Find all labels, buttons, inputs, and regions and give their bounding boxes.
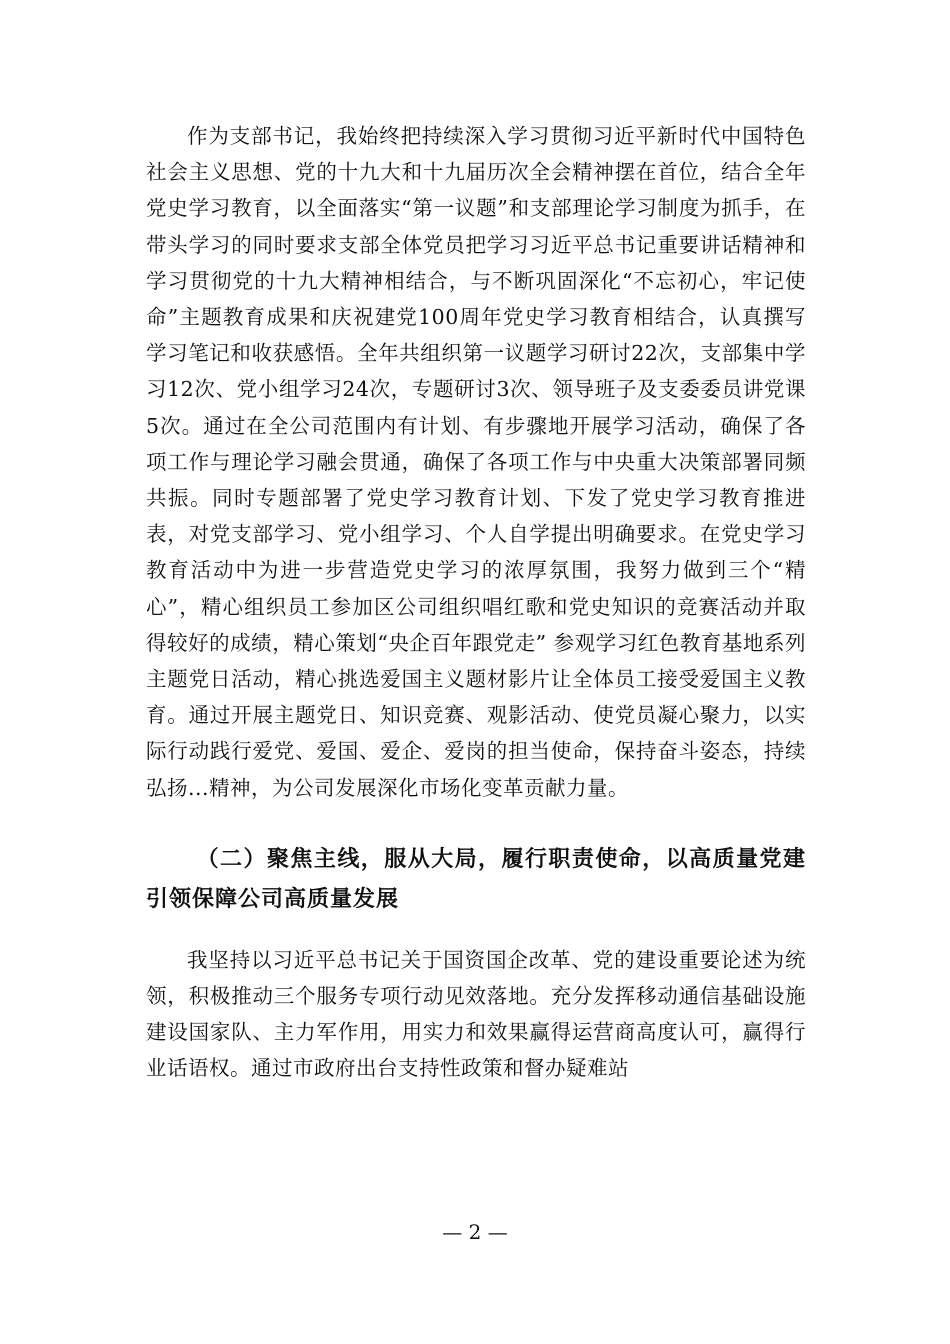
body-paragraph-1: 作为支部书记，我始终把持续深入学习贯彻习近平新时代中国特色社会主义思想、党的十九大和十九届历次全会精神摆在首位，结合全年党史学习教育，以全面落实“第一议题”和支部理论学习制度为抓手，在带头学习的同时要求支部全体党员把学习习近平总书记重要讲话精神和学习贯彻党的十九大精神相结合，与不断巩固深化“不忘初心，牢记使命”主题教育成果和庆祝建党100周年党史学习教育相结合，认真撰写学习笔记和收获感悟。全年共组织第一议题学习研讨22次，支部集中学习12次、党小组学习24次，专题研讨3次、领导班子及支委委员讲党课5次。通过在全公司范围内有计划、有步骤地开展学习活动，确保了各项工作与理论学习融会贯通，确保了各项工作与中央重大决策部署同频共振。同时专题部署了党史学习教育计划、下发了党史学习教育推进表，对党支部学习、党小组学习、个人自学提出明确要求。在党史学习教育活动中为进一步营造党史学习的浓厚氛围，我努力做到三个“精心”，精心组织员工参加区公司组织唱红歌和党史知识的竞赛活动并取得较好的成绩，精心策划“央企百年跟党走” 参观学习红色教育基地系列主题党日活动，精心挑选爱国主义题材影片让全体员工接受爱国主义教育。通过开展主题党日、知识竞赛、观影活动、使党员凝心聚力，以实际行动践行爱党、爱国、爱企、爱岗的担当使命，保持奋斗姿态，持续弘扬...精神，为公司发展深化市场化变革贡献力量。	[146, 124, 806, 800]
page-number: — 2 —	[442, 1220, 508, 1244]
body-paragraph-2: 我坚持以习近平总书记关于国资国企改革、党的建设重要论述为统领，积极推动三个服务专项行动见效落地。充分发挥移动通信基础设施建设国家队、主力军作用，用实力和效果赢得运营商高度认可，赢得行业话语权。通过市政府出台支持性政策和督办疑难站	[146, 947, 806, 1081]
section-heading: （二）聚焦主线，服从大局，履行职责使命，以高质量党建引领保障公司高质量发展	[146, 846, 806, 912]
document-body	[146, 118, 806, 1087]
